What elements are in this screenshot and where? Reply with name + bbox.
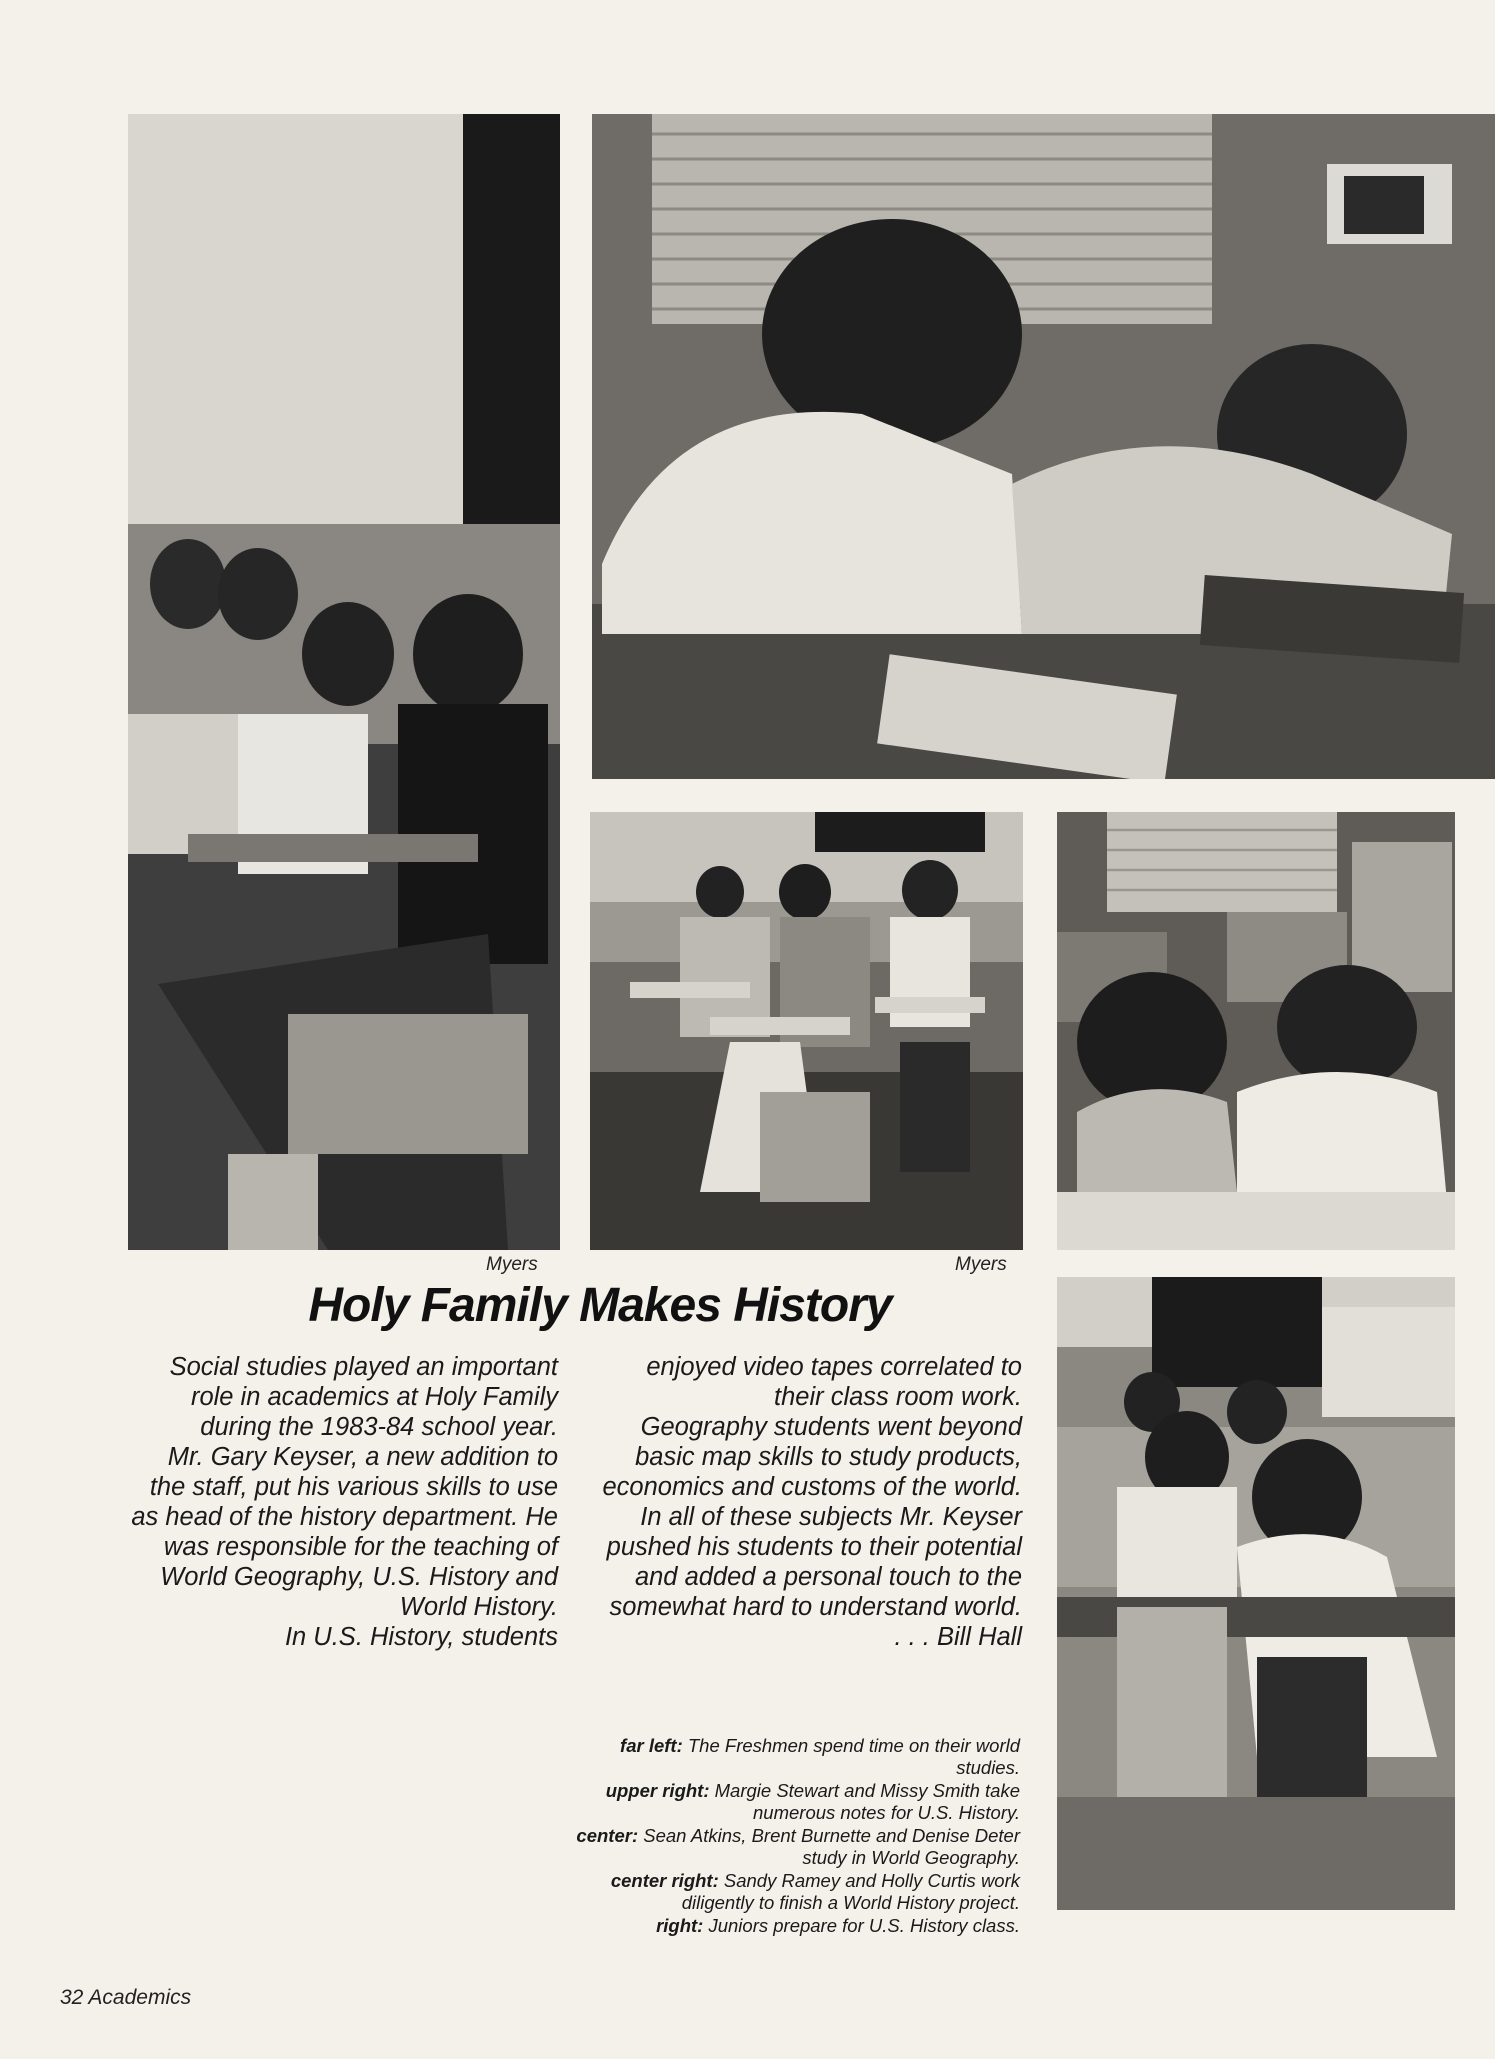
- photo-right: [1057, 1277, 1455, 1910]
- photo-upper-right: [592, 114, 1495, 779]
- body-paragraph: Social studies played an important role in academics at Holy Family during the 1983-84 school year.: [169, 1353, 558, 1441]
- body-column-right: [590, 1352, 1022, 1652]
- photo-credit-center: Myers: [955, 1254, 1007, 1275]
- body-paragraph: In all of these subjects Mr. Keyser pushed his students to their potential and added a personal touch to the somewhat hard to understand world.: [606, 1503, 1022, 1621]
- photo-center: [590, 812, 1023, 1250]
- photo-credit-far-left: Myers: [486, 1254, 538, 1275]
- caption-center-right: center right: Sandy Ramey and Holly Curtis work diligently to finish a World History project.: [610, 1870, 1020, 1913]
- photo-captions: [570, 1735, 1020, 1938]
- photo-far-left: [128, 114, 560, 1250]
- caption-far-left: far left: The Freshmen spend time on their world studies.: [620, 1735, 1020, 1778]
- caption-upper-right: upper right: Margie Stewart and Missy Smith take numerous notes for U.S. History.: [605, 1780, 1020, 1823]
- page-folio: 32 Academics: [60, 1986, 192, 2009]
- body-paragraph: In U.S. History, students: [284, 1623, 558, 1651]
- photo-center-right: [1057, 812, 1455, 1250]
- page-title: Holy Family Makes History: [308, 1279, 892, 1332]
- body-paragraph: Geography students went beyond basic map skills to study products, economics and customs of the world.: [602, 1413, 1022, 1501]
- body-column-left: [130, 1352, 558, 1652]
- body-paragraph: Mr. Gary Keyser, a new addition to the staff, put his various skills to use as head of the history department. He was responsible for the teaching of World Geography, U.S. History and World History.: [131, 1443, 558, 1621]
- caption-center: center: Sean Atkins, Brent Burnette and Denise Deter study in World Geography.: [576, 1825, 1020, 1868]
- author-byline: . . . Bill Hall: [894, 1623, 1022, 1651]
- body-paragraph: enjoyed video tapes correlated to their class room work.: [646, 1353, 1022, 1411]
- caption-right: right: Juniors prepare for U.S. History class.: [656, 1915, 1020, 1936]
